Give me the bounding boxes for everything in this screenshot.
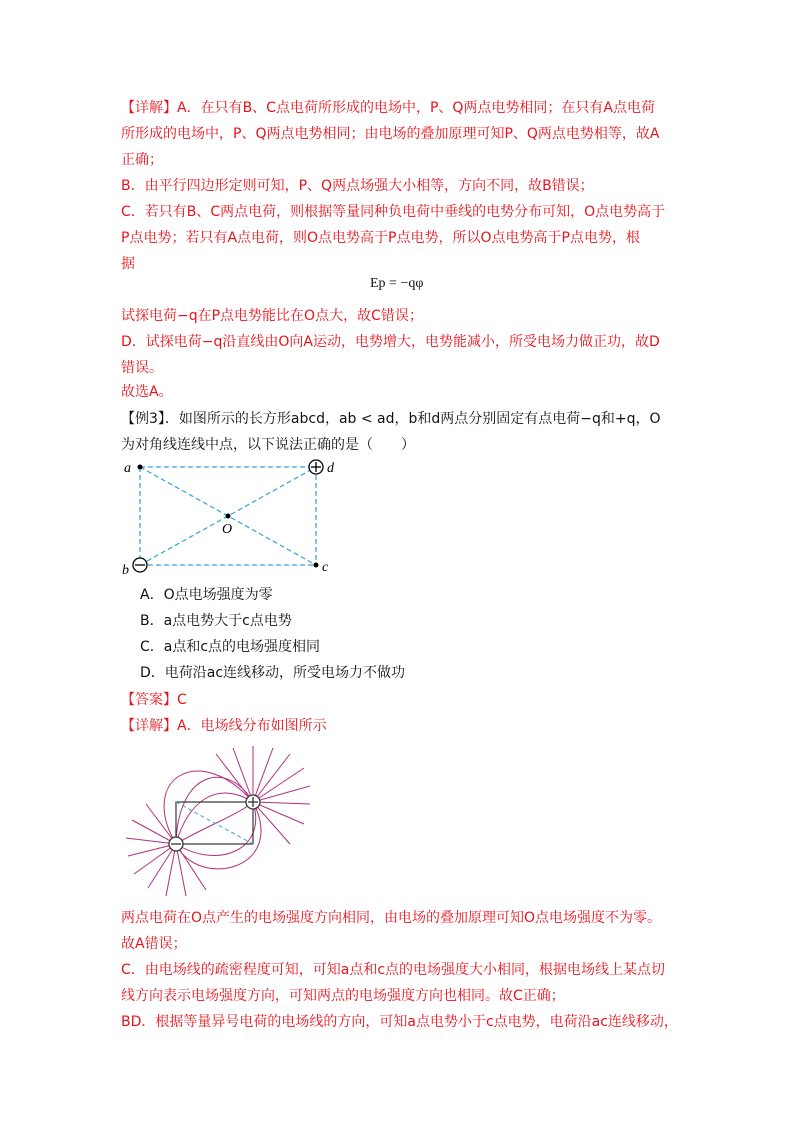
- text-line: 据: [121, 256, 135, 272]
- option-b: B．a点电势大于c点电势: [140, 613, 292, 629]
- label-a: a: [124, 461, 131, 476]
- point-a: [138, 465, 143, 470]
- text-line: BD．根据等量异号电荷的电场线的方向，可知a点电势小于c点电势，电荷沿ac连线移动，: [121, 1014, 678, 1030]
- text-line: B．由平行四边形定则可知，P、Q两点场强大小相等，方向不同，故B错误；: [121, 178, 594, 194]
- point-c: [314, 563, 319, 568]
- label-O: O: [222, 522, 233, 537]
- text-line: C．若只有B、C两点电荷，则根据等量同种负电荷中垂线的电势分布可知，O点电势高于: [121, 204, 666, 220]
- example-heading: 【例3】．如图所示的长方形abcd，ab < ad，b和d两点分别固定有点电荷−q和+q，O: [121, 411, 661, 427]
- option-a: A．O点电场强度为零: [140, 587, 273, 603]
- text-line: P点电势；若只有A点电荷，则O点电势高于P点电势，所以O点电势高于P点电势，根: [121, 230, 640, 246]
- example-question: 为对角线连线中点，以下说法正确的是（ ）: [121, 437, 415, 453]
- option-d: D．电荷沿ac连线移动，所受电场力不做功: [140, 665, 406, 681]
- answer-line: 【答案】C: [121, 692, 187, 708]
- text-line: 【详解】A．在只有B、C点电荷所形成的电场中，P、Q两点电势相同；在只有A点电荷: [121, 100, 655, 116]
- rectangle-diagram: [118, 456, 338, 580]
- text-line: 错误。: [121, 360, 163, 376]
- label-d: d: [327, 461, 334, 476]
- text-line: 所形成的电场中，P、Q两点电势相同；由电场的叠加原理可知P、Q两点电势相等，故A: [121, 126, 660, 142]
- formula: Ep = −qφ: [370, 276, 424, 291]
- text-line: 正确；: [121, 152, 163, 168]
- label-c: c: [322, 560, 329, 575]
- text-line: D．试探电荷−q沿直线由O向A运动，电势增大，电势能减小，所受电场力做正功，故D: [121, 334, 660, 350]
- text-line: 故选A。: [121, 384, 173, 400]
- option-c: C．a点和c点的电场强度相同: [140, 639, 321, 655]
- detail-line: 【详解】A．电场线分布如图所示: [121, 718, 327, 734]
- label-b: b: [122, 563, 129, 578]
- field-lines-diagram: [118, 740, 318, 900]
- text-line: C．由电场线的疏密程度可知，可知a点和c点的电场强度大小相同，根据电场线上某点切: [121, 962, 666, 978]
- text-line: 试探电荷−q在P点电势能比在O点大，故C错误；: [121, 308, 423, 324]
- text-line: 故A错误；: [121, 936, 187, 952]
- text-line: 线方向表示电场强度方向，可知两点的电场强度方向也相同。故C正确；: [121, 988, 565, 1004]
- point-O: [226, 514, 231, 519]
- text-line: 两点电荷在O点产生的电场强度方向相同，由电场的叠加原理可知O点电场强度不为零。: [121, 910, 662, 926]
